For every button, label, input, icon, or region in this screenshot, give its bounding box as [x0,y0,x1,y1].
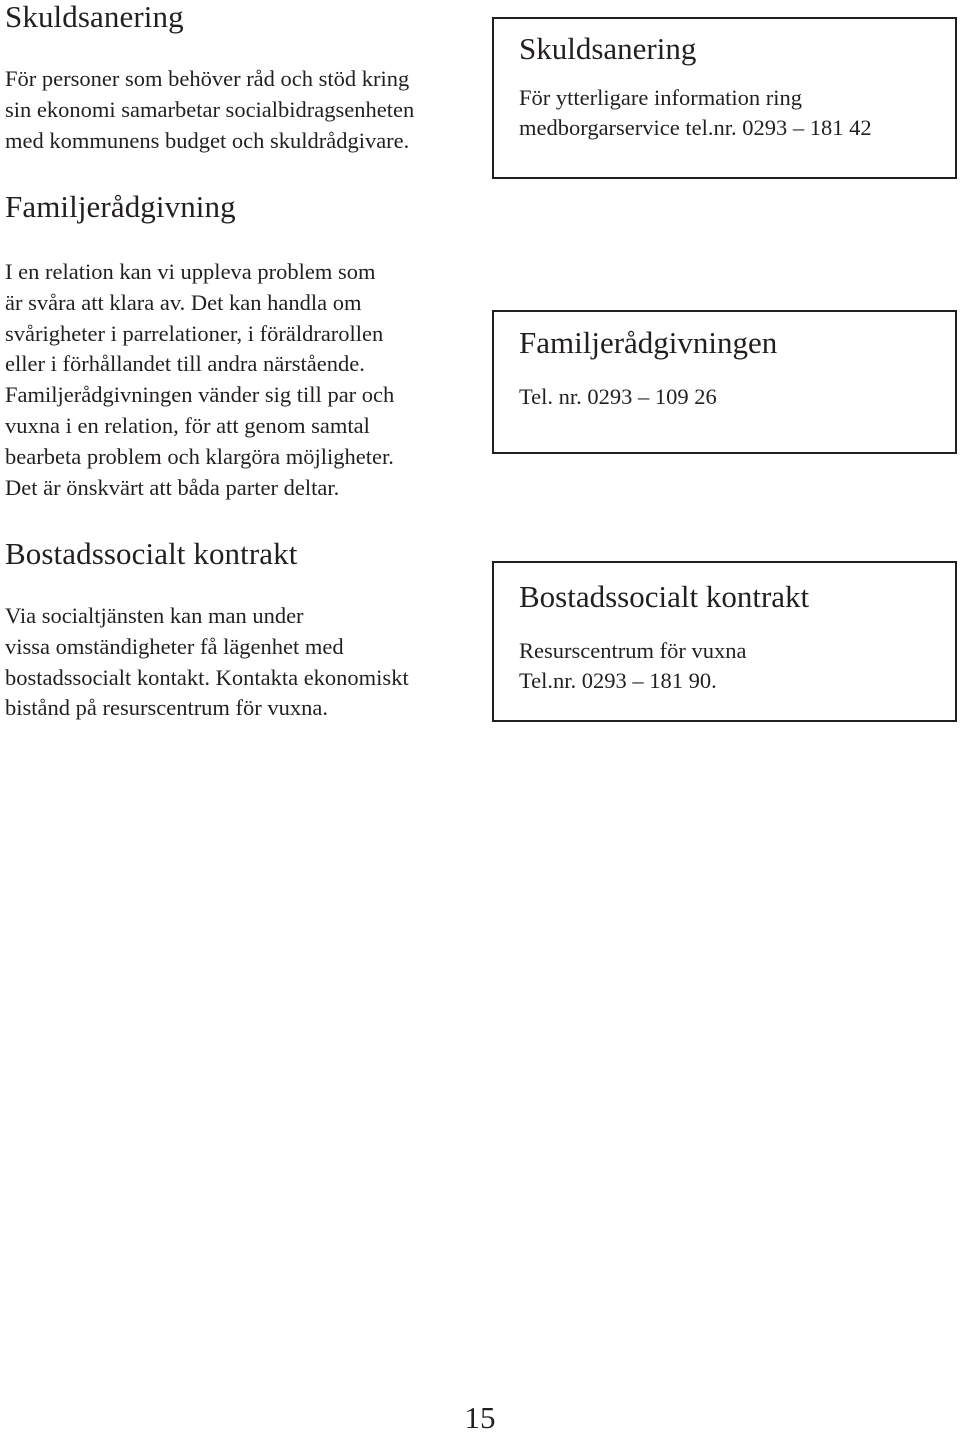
skuldsanering-text: För personer som behöver råd och stöd kring sin ekonomi samarbetar socialbidragsenheten med kommunens budget och skuldrådgivare. [5,66,415,153]
familjeradgivningen-info-box [492,310,957,454]
skuldsanering-info-box [492,17,957,179]
familjeradgivningen-box-heading: Familjerådgivningen [519,325,778,360]
skuldsanering-section [5,0,475,156]
skuldsanering-box-text: För ytterligare information ring medborgarservice tel.nr. 0293 – 181 42 [519,85,872,140]
bostadssocialt-box-heading: Bostadssocialt kontrakt [519,579,810,614]
bostadssocialt-text: Via socialtjänsten kan man under vissa omständigheter få lägenhet med bostadssocialt kontakt. Kontakta ekonomiskt bistånd på resurscentrum för vuxna. [5,603,409,721]
bostadssocialt-heading: Bostadssocialt kontrakt [5,536,298,571]
bostadssocialt-section [5,537,475,724]
bostadssocialt-info-box [492,561,957,722]
familjeradgivning-heading: Familjerådgivning [5,189,236,224]
familjeradgivning-text: I en relation kan vi uppleva problem som är svåra att klara av. Det kan handla om svårigheter i parrelationer, i föräldrarollen eller i förhållandet till andra närstående. Familjerådgivningen vänder sig till par och vuxna i en relation, för att genom samtal bearbeta problem och klargöra möjligheter. Det är önskvärt att båda parter deltar. [5,259,395,500]
familjeradgivning-section [5,190,475,503]
familjeradgivningen-box-text: Tel. nr. 0293 – 109 26 [519,384,717,409]
skuldsanering-box-heading: Skuldsanering [519,31,697,66]
bostadssocialt-box-text: Resurscentrum för vuxna Tel.nr. 0293 – 181 90. [519,638,747,693]
page-number: 15 [464,1400,496,1435]
skuldsanering-heading: Skuldsanering [5,0,184,34]
